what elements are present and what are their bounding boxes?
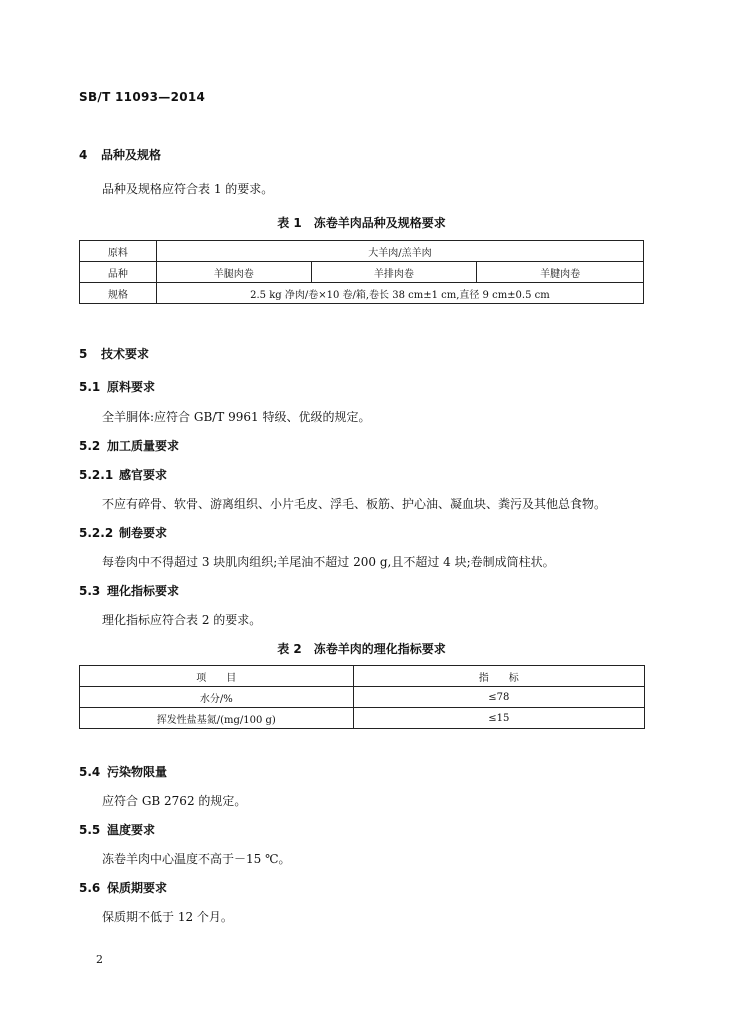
section-number: 4 (79, 148, 88, 162)
section-5-6-text: 保质期不低于 12 个月。 (102, 910, 233, 924)
section-5-6-heading (79, 879, 167, 896)
section-5-5-text: 冻卷羊肉中心温度不高于－15 ℃。 (102, 852, 291, 866)
table-row (80, 283, 644, 304)
table1-caption: 表 1 冻卷羊肉品种及规格要求 (277, 216, 446, 230)
page-number: 2 (96, 953, 103, 966)
section-5-2-2-heading (79, 524, 167, 541)
table-cell-label: 规格 (80, 283, 157, 304)
section-5-3-text: 理化指标应符合表 2 的要求。 (102, 613, 262, 627)
section-4-text: 品种及规格应符合表 1 的要求。 (102, 182, 274, 196)
table-cell-label: 原料 (80, 241, 157, 262)
section-5-1-text: 全羊胴体:应符合 GB/T 9961 特级、优级的规定。 (102, 410, 371, 424)
table-row (80, 708, 645, 729)
section-title: 原料要求 (107, 380, 156, 394)
section-5-2-1-heading (79, 466, 167, 483)
table-cell: 羊排肉卷 (311, 262, 477, 283)
section-number: 5.2.1 (79, 468, 114, 482)
table-cell: 羊腱肉卷 (477, 262, 644, 283)
standard-code: SB/T 11093—2014 (79, 90, 206, 104)
table-cell: 大羊肉/羔羊肉 (156, 241, 643, 262)
table-cell: ≤78 (353, 687, 644, 708)
section-5-2-heading (79, 437, 179, 454)
section-title: 温度要求 (107, 823, 156, 837)
table-cell: 2.5 kg 净肉/卷×10 卷/箱,卷长 38 cm±1 cm,直径 9 cm±0.5 cm (156, 283, 643, 304)
table-cell: 羊腿肉卷 (156, 262, 311, 283)
section-number: 5.6 (79, 881, 101, 895)
section-number: 5.3 (79, 584, 101, 598)
section-5-4-text: 应符合 GB 2762 的规定。 (102, 794, 247, 808)
section-5-5-heading (79, 821, 155, 838)
table-cell: 挥发性盐基氮/(mg/100 g) (80, 708, 354, 729)
section-number: 5.2.2 (79, 526, 114, 540)
section-number: 5 (79, 347, 88, 361)
section-title: 保质期要求 (107, 881, 168, 895)
section-5-2-1-text: 不应有碎骨、软骨、游离组织、小片毛皮、浮毛、板筋、护心油、凝血块、粪污及其他总食物。 (102, 497, 607, 511)
section-number: 5.1 (79, 380, 101, 394)
table2-caption: 表 2 冻卷羊肉的理化指标要求 (277, 642, 446, 656)
section-title: 品种及规格 (101, 148, 162, 162)
section-title: 加工质量要求 (107, 439, 180, 453)
section-title: 技术要求 (101, 347, 150, 361)
table-row (80, 687, 645, 708)
section-title: 感官要求 (119, 468, 168, 482)
section-5-heading (79, 345, 149, 362)
section-5-1-heading (79, 378, 155, 395)
table-header-index: 指 标 (353, 666, 644, 687)
table-cell: ≤15 (353, 708, 644, 729)
section-5-2-2-text: 每卷肉中不得超过 3 块肌肉组织;羊尾油不超过 200 g,且不超过 4 块;卷制成筒柱状。 (102, 555, 555, 569)
table-2 (79, 665, 645, 729)
table-1 (79, 240, 644, 304)
table-cell: 水分/% (80, 687, 354, 708)
table-row (80, 241, 644, 262)
section-4-heading (79, 146, 161, 163)
section-number: 5.4 (79, 765, 101, 779)
table-header-item: 项 目 (80, 666, 354, 687)
section-5-3-heading (79, 582, 179, 599)
table-cell-label: 品种 (80, 262, 157, 283)
section-title: 制卷要求 (119, 526, 168, 540)
section-number: 5.2 (79, 439, 101, 453)
section-5-4-heading (79, 763, 167, 780)
table-row (80, 262, 644, 283)
table-header-row (80, 666, 645, 687)
section-title: 理化指标要求 (107, 584, 180, 598)
section-title: 污染物限量 (107, 765, 168, 779)
section-number: 5.5 (79, 823, 101, 837)
